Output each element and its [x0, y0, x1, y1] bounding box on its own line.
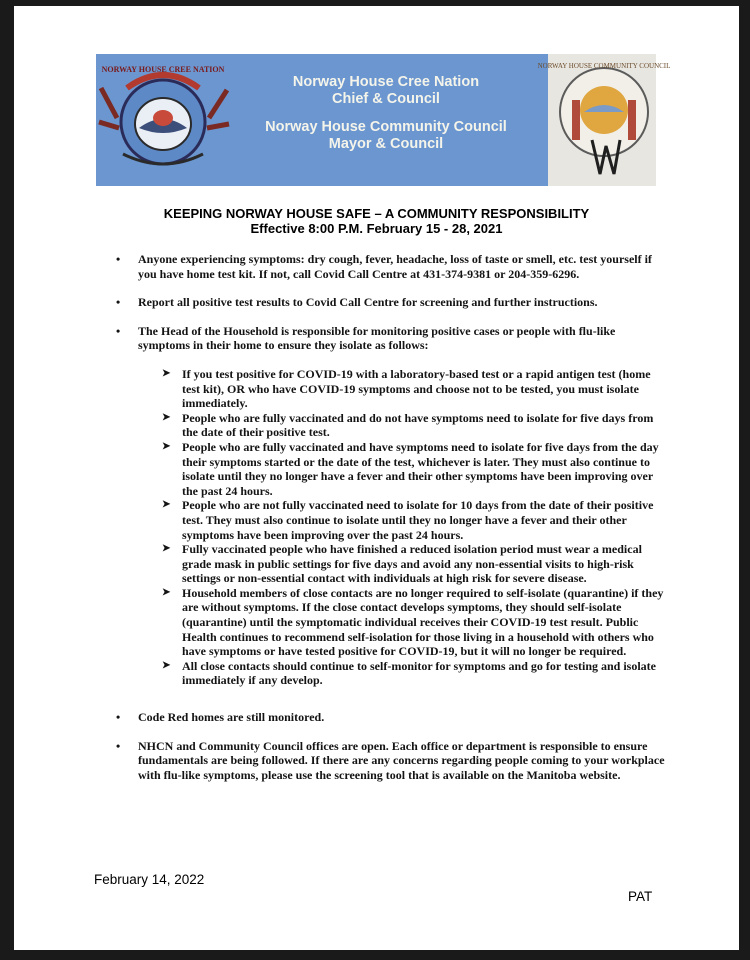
notice-page	[14, 6, 739, 950]
bullet-symptoms: • Anyone experiencing symptoms: dry cough, fever, headache, loss of taste or smell, etc. test yourself if you have home test kit. If not, call Covid Call Centre at 431-374-9381 or 204-359-6296.	[106, 252, 666, 281]
banner-line-nation: Norway House Cree Nation	[292, 74, 480, 90]
banner-line-mayor: Mayor & Council	[328, 136, 444, 152]
banner-line-council: Norway House Community Council	[265, 119, 507, 135]
list-item: ➤ People who are fully vaccinated and have symptoms need to isolate for five days from the day their symptoms started or the date of the test, whichever is later. They must also continue to isolate until they no longer have a fever and their other symptoms have been improving over the past 24 hours.	[162, 439, 659, 498]
svg-text:NORWAY HOUSE COMMUNITY COUNCIL: NORWAY HOUSE COMMUNITY COUNCIL	[537, 62, 671, 70]
list-item: ➤ If you test positive for COVID-19 with a laboratory-based test or a rapid antigen test (home test kit), OR who have COVID-19 symptoms and choose not to be tested, you must isolate immediately.	[162, 366, 651, 411]
arrow-bullet-icon: ➤	[162, 411, 171, 423]
arrow-bullet-icon: ➤	[162, 440, 171, 452]
arrow-bullet-icon: ➤	[162, 659, 171, 671]
arrow-bullet-icon: ➤	[162, 586, 171, 598]
footer-initials: PAT	[628, 889, 653, 904]
bullet-code-red: • Code Red homes are still monitored.	[106, 710, 666, 725]
list-item: ➤ All close contacts should continue to self-monitor for symptoms and go for testing and isolate immediately if any develop.	[162, 658, 656, 688]
effective-date: Effective 8:00 P.M. February 15 - 28, 2021	[250, 221, 503, 236]
arrow-bullet-icon: ➤	[162, 499, 171, 511]
bullet-offices-open: • NHCN and Community Council offices are open. Each office or department is responsible to ensure fundamentals are being followed. If there are any concerns regarding people coming to your workplace with flu-like symptoms, please use the screening tool that is available on the Manitoba website.	[106, 739, 666, 783]
header-banner	[96, 54, 671, 186]
arrow-bullet-icon: ➤	[162, 543, 171, 555]
nhcn-seal-logo	[97, 58, 241, 182]
bullet-report-results: • Report all positive test results to Covid Call Centre for screening and further instructions.	[106, 295, 666, 310]
list-item: ➤ Household members of close contacts are no longer required to self-isolate (quarantine) if they are without symptoms. If the close contact develops symptoms, they should self-isolate (quarantine) until the symptomatic individual receives their COVID-19 test result. Public Health continues to recommend self-isolation for those living in a household with others who have symptoms or have tested positive for COVID-19, but it will no longer be required.	[162, 585, 664, 659]
isolation-rules-list	[106, 367, 666, 688]
community-council-seal-logo	[537, 54, 671, 186]
banner-line-chief: Chief & Council	[332, 91, 440, 107]
banner-titles	[236, 74, 536, 153]
svg-text:NORWAY HOUSE CREE NATION: NORWAY HOUSE CREE NATION	[101, 65, 225, 74]
list-item: ➤ People who are not fully vaccinated need to isolate for 10 days from the date of their positive test. They must also continue to isolate until they no longer have a fever and their other symptoms have been improving over the past 24 hours.	[162, 498, 654, 542]
bullet-household-head: • The Head of the Household is responsible for monitoring positive cases or people with flu-like symptoms in their home to ensure they isolate as follows:	[106, 324, 666, 353]
list-item: ➤ People who are fully vaccinated and do not have symptoms need to isolate for five days from the date of their positive test.	[162, 410, 654, 440]
notice-title: KEEPING NORWAY HOUSE SAFE – A COMMUNITY RESPONSIBILITY	[163, 206, 590, 221]
list-item: ➤ Fully vaccinated people who have finished a reduced isolation period must wear a medical grade mask in public settings for five days and avoid any non-essential visits to high-risk settings or non-essential contact with individuals at high risk for severe disease.	[162, 542, 642, 586]
footer-date: February 14, 2022	[94, 872, 205, 887]
notice-body	[106, 252, 666, 796]
arrow-bullet-icon: ➤	[162, 367, 171, 379]
